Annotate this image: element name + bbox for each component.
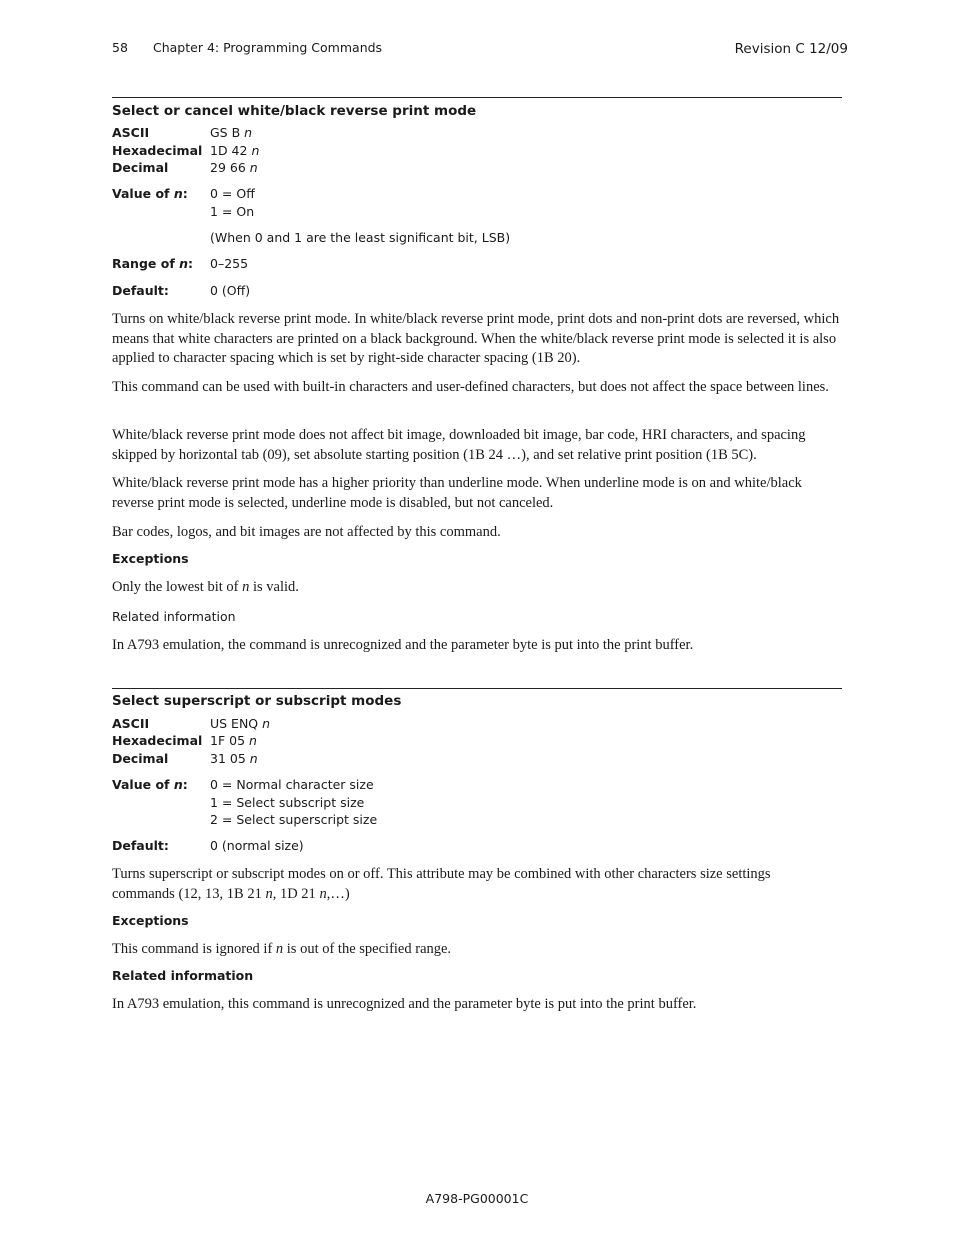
range-value: 0–255 bbox=[210, 256, 249, 271]
exceptions-heading: Exceptions bbox=[112, 913, 189, 928]
ascii-value: GS B n bbox=[210, 125, 253, 140]
value-of-n-label: Value of n: bbox=[112, 777, 188, 792]
default-value: 0 (Off) bbox=[210, 283, 251, 298]
document-id: A798-PG00001C bbox=[425, 1191, 529, 1206]
value-of-n-values: 0 = Normal character size 1 = Select subscript size 2 = Select superscript size bbox=[210, 777, 378, 827]
section-title: Select superscript or subscript modes bbox=[112, 693, 402, 709]
value-of-n-label: Value of n: bbox=[112, 186, 188, 201]
value-of-n-values: 0 = Off 1 = On bbox=[210, 186, 255, 219]
range-of-n-label: Range of n: bbox=[112, 256, 194, 271]
section-divider bbox=[112, 97, 842, 98]
decimal-label: Decimal bbox=[112, 160, 169, 175]
section-divider bbox=[112, 688, 842, 689]
hex-label: Hexadecimal bbox=[112, 143, 203, 158]
lsb-note: (When 0 and 1 are the least significant bit, LSB) bbox=[210, 230, 511, 245]
related-info-heading: Related information bbox=[112, 609, 236, 624]
page-number: 58 bbox=[112, 40, 128, 55]
ascii-value: US ENQ n bbox=[210, 716, 271, 731]
hex-label: Hexadecimal bbox=[112, 733, 203, 748]
default-label: Default: bbox=[112, 838, 169, 853]
default-label: Default: bbox=[112, 283, 169, 298]
hex-value: 1F 05 n bbox=[210, 733, 257, 748]
description-paragraph: White/black reverse print mode does not affect bit image, downloaded bit image, bar code, HRI characters, and spacing skipped by horizontal tab (09), set absolute starting position (1B 24 …), and set relative print position (1B 5C). bbox=[112, 427, 806, 463]
description-paragraph: Turns on white/black reverse print mode. In white/black reverse print mode, print dots and non-print dots are reversed, which means that white characters are printed on a black background. When the white/black reverse print mode is selected it is also applied to character spacing which is set by right-side character spacing (1B 20). bbox=[112, 311, 840, 366]
chapter-title: Chapter 4: Programming Commands bbox=[153, 40, 383, 55]
exceptions-heading: Exceptions bbox=[112, 551, 189, 566]
description-paragraph: Turns superscript or subscript modes on or off. This attribute may be combined with other characters size settings commands (12, 13, 1B 21 n, 1D 21 n,…) bbox=[112, 866, 771, 902]
ascii-label: ASCII bbox=[112, 125, 150, 140]
decimal-value: 29 66 n bbox=[210, 160, 258, 175]
related-info-heading: Related information bbox=[112, 968, 254, 983]
revision-label: Revision C 12/09 bbox=[734, 41, 848, 57]
related-info-text: In A793 emulation, the command is unrecognized and the parameter byte is put into the print buffer. bbox=[112, 637, 694, 653]
description-paragraph: This command can be used with built-in characters and user-defined characters, but does not affect the space between lines. bbox=[112, 379, 829, 395]
hex-value: 1D 42 n bbox=[210, 143, 260, 158]
section-title: Select or cancel white/black reverse print mode bbox=[112, 103, 477, 119]
ascii-label: ASCII bbox=[112, 716, 150, 731]
description-paragraph: Bar codes, logos, and bit images are not affected by this command. bbox=[112, 524, 501, 540]
default-value: 0 (normal size) bbox=[210, 838, 304, 853]
decimal-value: 31 05 n bbox=[210, 751, 258, 766]
decimal-label: Decimal bbox=[112, 751, 169, 766]
exceptions-text: Only the lowest bit of n is valid. bbox=[112, 579, 299, 595]
exceptions-text: This command is ignored if n is out of the specified range. bbox=[112, 941, 452, 957]
description-paragraph: White/black reverse print mode has a higher priority than underline mode. When underline mode is on and white/black reverse print mode is selected, underline mode is disabled, but not canceled. bbox=[112, 475, 802, 511]
related-info-text: In A793 emulation, this command is unrecognized and the parameter byte is put into the print buffer. bbox=[112, 996, 697, 1012]
